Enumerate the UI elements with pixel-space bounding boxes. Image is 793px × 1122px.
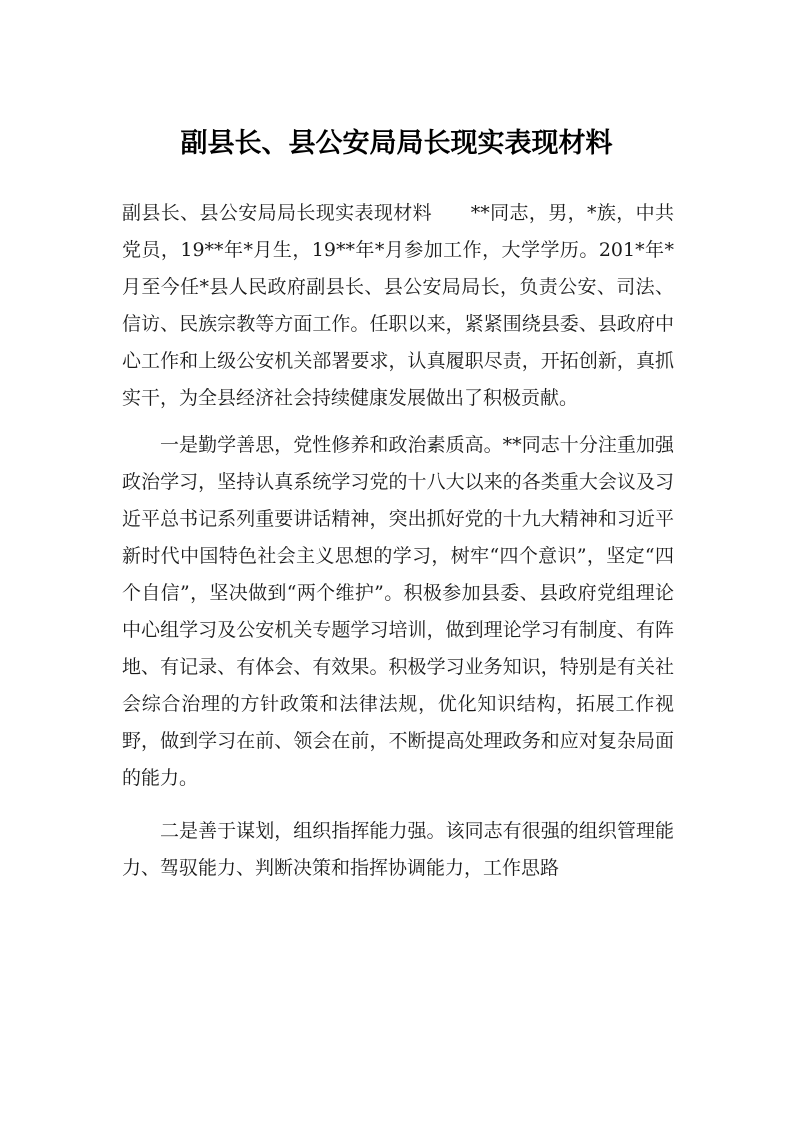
paragraph-intro: 副县长、县公安局局长现实表现材料 **同志，男，*族，中共党员，19**年*月生，19**年*月参加工作，大学学历。201*年*月至今任*县人民政府副县长、县公安局局长，负责公安、司法、信访、民族宗教等方面工作。任职以来，紧紧围绕县委、县政府中心工作和上级公安机关部署要求，认真履职尽责，开拓创新，真抓实干，为全县经济社会持续健康发展做出了积极贡献。 [122,202,674,409]
paragraph-leadership: 二是善于谋划，组织指挥能力强。该同志有很强的组织管理能力、驾驭能力、判断决策和指挥协调能力，工作思路 [122,820,674,879]
document-title: 副县长、县公安局局长现实表现材料 [180,128,613,159]
document-body [122,195,674,887]
paragraph-study: 一是勤学善思，党性修养和政治素质高。**同志十分注重加强政治学习，坚持认真系统学习党的十八大以来的各类重大会议及习近平总书记系列重要讲话精神，突出抓好党的十九大精神和习近平新时代中国特色社会主义思想的学习，树牢“四个意识”，坚定“四个自信”，坚决做到“两个维护”。积极参加县委、县政府党组理论中心组学习及公安机关专题学习培训，做到理论学习有制度、有阵地、有记录、有体会、有效果。积极学习业务知识，特别是有关社会综合治理的方针政策和法律法规，优化知识结构，拓展工作视野，做到学习在前、领会在前，不断提高处理政务和应对复杂局面的能力。 [122,434,674,789]
